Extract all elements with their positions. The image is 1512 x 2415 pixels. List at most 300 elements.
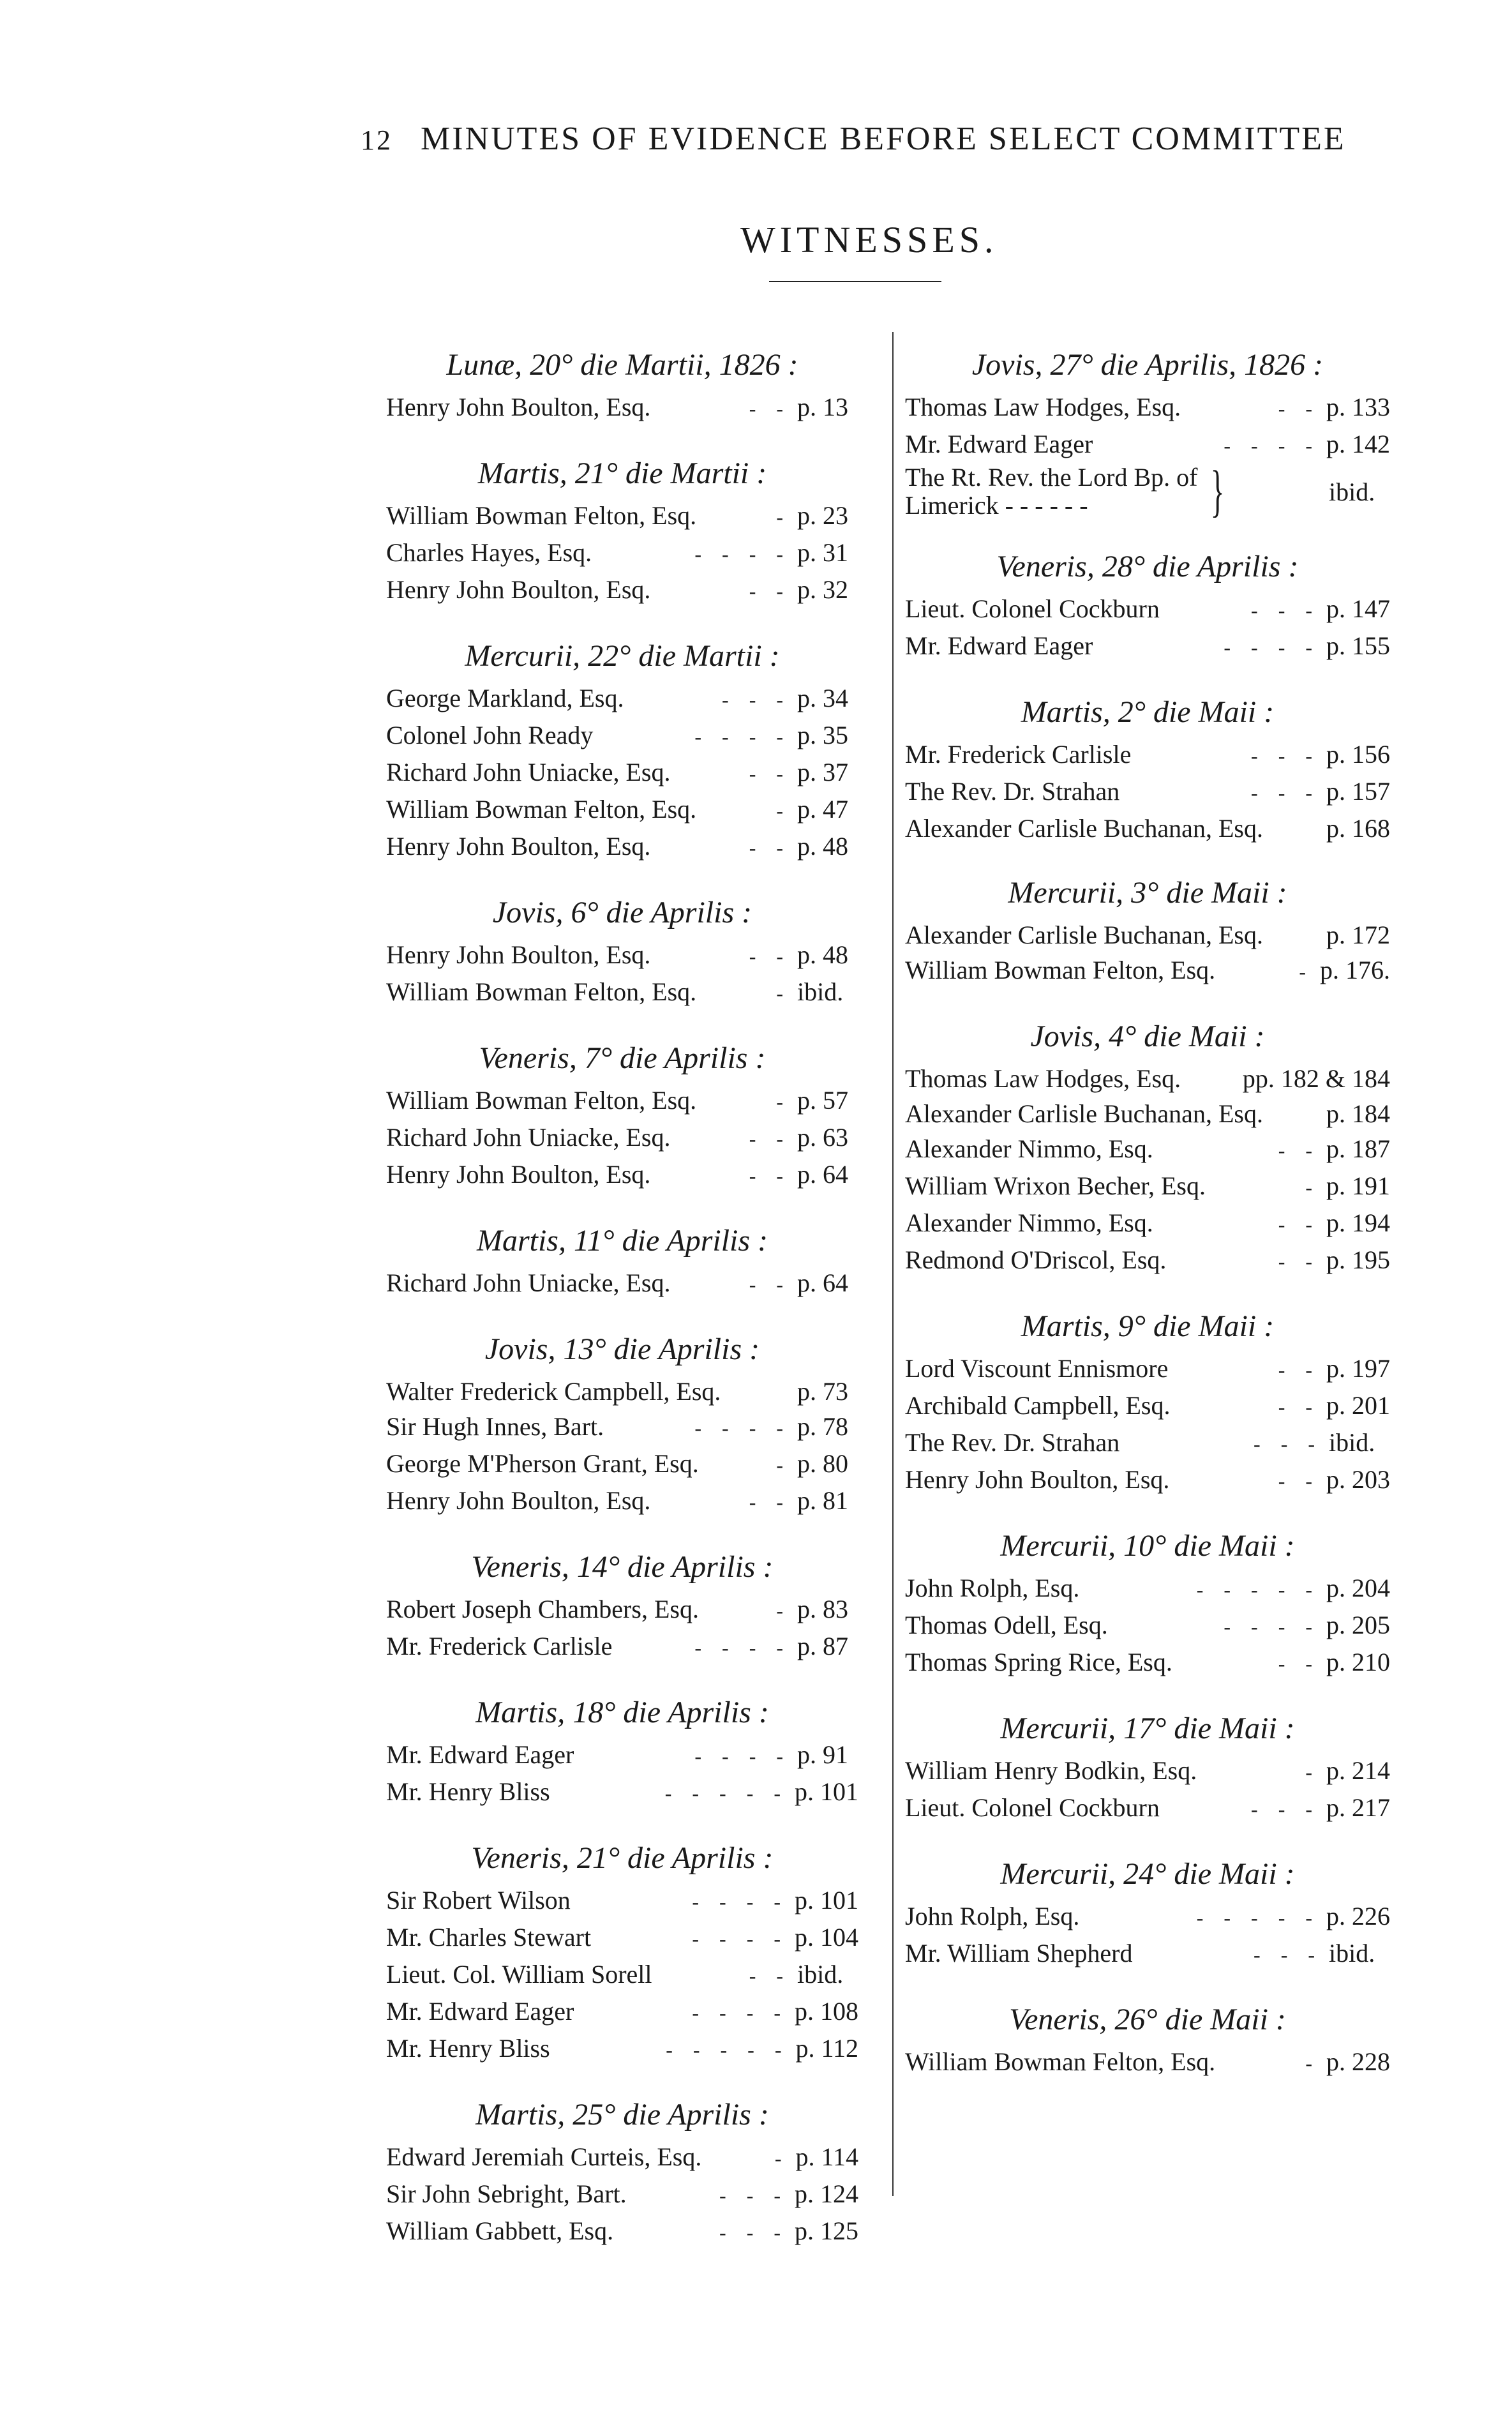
page-reference: p. 83 — [797, 1595, 848, 1623]
witness-entry — [386, 2176, 858, 2213]
sitting-day — [905, 1999, 1390, 2081]
dash-leader: - - — [749, 580, 791, 603]
page-reference: p. 31 — [797, 538, 848, 567]
witness-list — [386, 389, 858, 426]
dash-leader: - - — [1278, 1470, 1320, 1493]
dash-leader: - - - - — [694, 543, 791, 566]
dash-leader: - — [1305, 1761, 1320, 1784]
page-reference: p. 142 — [1326, 430, 1390, 458]
witness-list — [905, 917, 1390, 989]
witness-name: Sir John Sebright, Bart. — [386, 2179, 627, 2208]
dash-leader: - - - — [1254, 1433, 1322, 1456]
witness-list — [905, 1061, 1390, 1279]
sitting-day — [905, 692, 1390, 846]
dash-leader: - - - — [1251, 744, 1320, 767]
witness-list — [905, 389, 1390, 523]
brace-mark: } — [1211, 460, 1225, 523]
sitting-date: Veneris, 28° die Aprilis : — [996, 550, 1299, 583]
witness-entry — [905, 1936, 1390, 1973]
page-reference: p. 48 — [797, 940, 848, 969]
dash-leader: - - - — [1254, 1943, 1322, 1966]
witness-name: Mr. Edward Eager — [905, 430, 1093, 458]
witness-name-line: The Rt. Rev. the Lord Bp. of — [905, 463, 1198, 492]
dash-leader: - — [774, 2147, 790, 2170]
witness-entry — [386, 829, 858, 866]
page-reference: p. 112 — [795, 2034, 858, 2063]
dash-leader: - - - - — [694, 1636, 791, 1659]
page-reference: p. 35 — [797, 721, 848, 749]
witness-name: George Markland, Esq. — [386, 684, 624, 712]
witness-name: William Bowman Felton, Esq. — [386, 977, 697, 1006]
witness-name: Henry John Boulton, Esq. — [386, 1486, 651, 1515]
sitting-date: Mercurii, 24° die Maii : — [1000, 1857, 1295, 1891]
witness-name: Charles Hayes, Esq. — [386, 538, 592, 567]
dash-leader: - - - - - — [666, 2038, 790, 2061]
witness-list — [386, 1591, 858, 1666]
witness-name: Mr. Henry Bliss — [386, 1777, 550, 1806]
witness-entry — [905, 1205, 1390, 1242]
sitting-day — [386, 1547, 858, 1666]
witness-entry — [905, 1753, 1390, 1790]
sitting-date: Martis, 11° die Aprilis : — [476, 1224, 768, 1258]
page-reference: ibid. — [1329, 477, 1375, 506]
sitting-date: Mercurii, 22° die Martii : — [465, 639, 780, 673]
dash-leader: - — [1299, 960, 1314, 983]
dash-leader: - - — [749, 397, 791, 420]
witness-entry — [386, 718, 858, 755]
witness-list — [905, 1351, 1390, 1499]
witness-name: Mr. Frederick Carlisle — [905, 740, 1132, 769]
page-reference: p. 63 — [797, 1123, 848, 1152]
sitting-day — [386, 1329, 858, 1520]
page-number: 12 — [361, 124, 393, 156]
sitting-day — [905, 546, 1390, 665]
witness-name: Mr. William Shepherd — [905, 1939, 1133, 1967]
witness-entry — [905, 628, 1390, 665]
witness-entry — [386, 498, 858, 535]
dash-leader: - - — [749, 1964, 791, 1987]
dash-leader: - - - - — [1224, 636, 1320, 659]
sitting-day — [386, 1038, 858, 1194]
dash-leader: - - — [749, 945, 791, 968]
dash-leader: - - - - — [694, 1745, 791, 1768]
dash-leader: - - - - — [694, 1417, 791, 1440]
dash-leader: - - — [749, 1273, 791, 1296]
running-title: MINUTES OF EVIDENCE BEFORE SELECT COMMITTEE — [421, 121, 1346, 157]
sitting-day — [905, 1854, 1390, 1973]
witness-entry — [905, 1425, 1390, 1462]
page-reference: p. 101 — [795, 1777, 858, 1806]
dash-leader: - — [776, 799, 791, 822]
page-reference: pp. 182 & 184 — [1242, 1064, 1390, 1093]
page-reference: p. 108 — [795, 1997, 858, 2026]
witness-entry — [386, 2213, 858, 2250]
witness-entry — [386, 1883, 858, 1920]
page-reference: ibid. — [1329, 1428, 1375, 1457]
witness-entry — [905, 1570, 1390, 1607]
witness-entry — [386, 1374, 858, 1409]
dash-leader: - - - - — [692, 1890, 788, 1913]
witness-name: Alexander Carlisle Buchanan, Esq. — [905, 921, 1263, 949]
page-reference: p. 156 — [1326, 740, 1390, 769]
dash-leader: - - — [749, 1491, 791, 1514]
witness-name: Richard John Uniacke, Esq. — [386, 1268, 671, 1297]
dash-leader: - — [1305, 2052, 1320, 2075]
witness-name: William Bowman Felton, Esq. — [386, 1086, 697, 1115]
witness-list — [905, 737, 1390, 846]
dash-leader: - — [1305, 1176, 1320, 1199]
witness-name: George M'Pherson Grant, Esq. — [386, 1449, 699, 1478]
witness-list — [386, 1083, 858, 1194]
sitting-date: Veneris, 7° die Aprilis : — [479, 1041, 766, 1075]
page-reference: p. 124 — [795, 2179, 858, 2208]
witness-entry — [905, 737, 1390, 774]
page-reference: p. 125 — [795, 2216, 858, 2245]
dash-leader: - - - — [1251, 599, 1320, 622]
sitting-date: Jovis, 4° die Maii : — [1030, 1019, 1265, 1053]
witness-list — [386, 1737, 858, 1811]
sitting-day — [386, 636, 858, 866]
witness-name: William Henry Bodkin, Esq. — [905, 1756, 1197, 1785]
dash-leader: - - — [1278, 1139, 1320, 1162]
sitting-day — [905, 345, 1390, 523]
sitting-date: Veneris, 21° die Aprilis : — [471, 1841, 774, 1875]
witness-entry — [386, 1994, 858, 2031]
page-reference: p. 195 — [1326, 1245, 1390, 1274]
section-title: WITNESSES. — [740, 219, 998, 260]
page-reference: p. 57 — [797, 1086, 848, 1115]
page-reference: p. 81 — [797, 1486, 848, 1515]
witness-list — [905, 2044, 1390, 2081]
witness-name: William Gabbett, Esq. — [386, 2216, 614, 2245]
page-reference: p. 204 — [1326, 1574, 1390, 1602]
dash-leader: - — [776, 982, 791, 1005]
sitting-date: Mercurii, 10° die Maii : — [1000, 1529, 1295, 1563]
dash-leader: - - - — [719, 2184, 788, 2207]
witness-entry — [905, 1388, 1390, 1425]
page-reference: ibid. — [797, 977, 844, 1006]
sitting-day — [386, 1692, 858, 1811]
page-reference: p. 13 — [797, 393, 848, 421]
page-reference: p. 184 — [1326, 1099, 1390, 1128]
witness-name: John Rolph, Esq. — [905, 1574, 1080, 1602]
dash-leader: - - - — [1251, 781, 1320, 804]
page-reference: p. 203 — [1326, 1465, 1390, 1494]
page-reference: p. 101 — [795, 1886, 858, 1915]
witness-name: Mr. Edward Eager — [905, 631, 1093, 660]
dash-leader: - — [776, 1090, 791, 1113]
running-head — [361, 120, 1382, 158]
witness-entry — [386, 1265, 858, 1302]
dash-leader: - - — [749, 1127, 791, 1150]
page-reference: p. 37 — [797, 758, 848, 786]
witness-entry — [386, 1920, 858, 1957]
witness-entry — [386, 2031, 858, 2068]
witness-entry — [905, 1131, 1390, 1168]
witness-entry — [386, 937, 858, 974]
witness-name: Mr. Edward Eager — [386, 1740, 574, 1769]
witness-name: Edward Jeremiah Curteis, Esq. — [386, 2142, 702, 2171]
witness-name: Alexander Nimmo, Esq. — [905, 1208, 1153, 1237]
dash-leader: - - — [749, 762, 791, 785]
witness-entry — [905, 1096, 1390, 1131]
witness-entry — [386, 1957, 858, 1994]
page-reference: p. 64 — [797, 1268, 848, 1297]
witness-entry — [905, 1242, 1390, 1279]
dash-leader: - — [776, 1454, 791, 1477]
dash-leader: - - - - — [694, 725, 791, 748]
witness-list — [905, 1899, 1390, 1973]
page-reference: p. 87 — [797, 1632, 848, 1660]
witness-list — [386, 1265, 858, 1302]
witness-entry — [905, 2044, 1390, 2081]
witness-entry — [905, 1462, 1390, 1499]
sitting-date: Martis, 9° die Maii : — [1021, 1309, 1275, 1343]
witness-entry — [905, 591, 1390, 628]
dash-leader: - - - - — [1224, 434, 1320, 457]
sitting-date: Martis, 18° die Aprilis : — [475, 1696, 769, 1729]
sitting-date: Veneris, 14° die Aprilis : — [471, 1550, 774, 1584]
dash-leader: - — [776, 506, 791, 529]
witness-name: Walter Frederick Campbell, Esq. — [386, 1377, 721, 1406]
sitting-date: Mercurii, 3° die Maii : — [1008, 876, 1287, 910]
witness-name: Sir Robert Wilson — [386, 1886, 571, 1915]
witness-entry — [386, 1120, 858, 1157]
sitting-day — [905, 873, 1390, 989]
sitting-date: Jovis, 6° die Aprilis : — [492, 896, 752, 929]
witness-name: Thomas Law Hodges, Esq. — [905, 1064, 1181, 1093]
witness-name: Mr. Charles Stewart — [386, 1923, 592, 1952]
witness-name: William Bowman Felton, Esq. — [386, 795, 697, 824]
witness-name: Lieut. Colonel Cockburn — [905, 594, 1160, 623]
witness-list — [905, 1753, 1390, 1827]
dash-leader: - - - - — [692, 2001, 788, 2024]
sitting-date: Mercurii, 17° die Maii : — [1000, 1712, 1295, 1745]
witness-entry — [905, 426, 1390, 463]
witness-name: Henry John Boulton, Esq. — [386, 393, 651, 421]
witness-entry — [386, 2139, 858, 2176]
witness-name: John Rolph, Esq. — [905, 1902, 1080, 1930]
witness-name: Colonel John Ready — [386, 721, 594, 749]
page-reference: p. 48 — [797, 832, 848, 861]
witness-name: Lord Viscount Ennismore — [905, 1354, 1169, 1383]
witness-entry — [905, 1607, 1390, 1644]
witness-name: Alexander Nimmo, Esq. — [905, 1134, 1153, 1163]
sitting-day — [386, 1838, 858, 2068]
witness-entry — [386, 1409, 858, 1446]
witness-name: Richard John Uniacke, Esq. — [386, 758, 671, 786]
witness-entry — [386, 974, 858, 1011]
page-reference: p. 187 — [1326, 1134, 1390, 1163]
witness-entry — [905, 1644, 1390, 1681]
sitting-day — [386, 892, 858, 1011]
right-column — [905, 345, 1390, 2108]
witness-name: William Bowman Felton, Esq. — [386, 501, 697, 530]
page-reference: p. 210 — [1326, 1648, 1390, 1676]
page-reference: p. 78 — [797, 1412, 848, 1441]
witness-list — [386, 681, 858, 866]
sitting-date: Jovis, 27° die Aprilis, 1826 : — [971, 348, 1324, 382]
witness-entry — [905, 1168, 1390, 1205]
page-reference: p. 64 — [797, 1160, 848, 1189]
left-column — [386, 345, 858, 2277]
title-rule — [769, 281, 941, 282]
witness-entry — [386, 1483, 858, 1520]
sitting-date: Lunæ, 20° die Martii, 1826 : — [446, 348, 798, 382]
page-reference: p. 197 — [1326, 1354, 1390, 1383]
sitting-day — [386, 453, 858, 609]
page-reference: p. 168 — [1326, 814, 1390, 843]
witness-name: Mr. Henry Bliss — [386, 2034, 550, 2063]
page-reference: p. 157 — [1326, 777, 1390, 806]
page-reference: p. 205 — [1326, 1611, 1390, 1639]
witness-name: Lieut. Col. William Sorell — [386, 1960, 652, 1989]
sitting-date: Martis, 25° die Aprilis : — [475, 2098, 769, 2132]
witness-name-line: Limerick - - - - - - — [905, 491, 1088, 520]
page-reference: p. 91 — [797, 1740, 848, 1769]
witness-name: The Rev. Dr. Strahan — [905, 1428, 1120, 1457]
witness-list — [386, 498, 858, 609]
dash-leader: - - - — [1251, 1798, 1320, 1821]
witness-entry — [386, 1157, 858, 1194]
page-reference: p. 191 — [1326, 1171, 1390, 1200]
page-reference: p. 133 — [1326, 393, 1390, 421]
dash-leader: - - — [1278, 1396, 1320, 1418]
witness-name: William Bowman Felton, Esq. — [905, 956, 1216, 984]
page-reference: p. 34 — [797, 684, 848, 712]
witness-name: Henry John Boulton, Esq. — [386, 1160, 651, 1189]
page-reference: p. 228 — [1326, 2047, 1390, 2076]
witness-name: Redmond O'Driscol, Esq. — [905, 1245, 1167, 1274]
dash-leader: - - — [1278, 1358, 1320, 1381]
sitting-day — [386, 1221, 858, 1302]
dash-leader: - - - - - — [664, 1782, 788, 1805]
witness-entry — [386, 535, 858, 572]
sitting-date: Jovis, 13° die Aprilis : — [484, 1332, 760, 1366]
page-reference: p. 226 — [1326, 1902, 1390, 1930]
witness-entry — [386, 1446, 858, 1483]
page-reference: p. 172 — [1326, 921, 1390, 949]
witness-entry — [386, 1629, 858, 1666]
dash-leader: - - — [1278, 1250, 1320, 1273]
witness-entry — [905, 917, 1390, 952]
witness-name: Thomas Spring Rice, Esq. — [905, 1648, 1172, 1676]
witness-list — [386, 937, 858, 1011]
sitting-day — [386, 2095, 858, 2250]
page-reference: ibid. — [797, 1960, 844, 1989]
witness-entry — [905, 1899, 1390, 1936]
page-reference: p. 104 — [795, 1923, 858, 1952]
witness-name: Alexander Carlisle Buchanan, Esq. — [905, 814, 1263, 843]
dash-leader: - - - — [719, 2221, 788, 2244]
witness-entry — [905, 1790, 1390, 1827]
witness-name: Archibald Campbell, Esq. — [905, 1391, 1171, 1420]
witness-entry — [386, 389, 858, 426]
sitting-date: Martis, 2° die Maii : — [1021, 695, 1275, 729]
dash-leader: - - - — [722, 688, 791, 711]
page-reference: p. 32 — [797, 575, 848, 604]
dash-leader: - - — [1278, 1652, 1320, 1675]
sitting-day — [905, 1016, 1390, 1279]
page-reference: p. 73 — [797, 1377, 848, 1406]
witness-entry — [386, 572, 858, 609]
sitting-date: Martis, 21° die Martii : — [477, 456, 767, 490]
page-reference: p. 23 — [797, 501, 848, 530]
sitting-day — [905, 1708, 1390, 1827]
witness-entry — [905, 1061, 1390, 1096]
page-reference: p. 201 — [1326, 1391, 1390, 1420]
page-reference: p. 217 — [1326, 1793, 1390, 1822]
witness-entry — [905, 952, 1390, 989]
dash-leader: - - - - - — [1196, 1906, 1320, 1929]
page-reference: p. 214 — [1326, 1756, 1390, 1785]
witness-list — [386, 1374, 858, 1520]
page-reference: p. 194 — [1326, 1208, 1390, 1237]
witness-entry — [386, 1774, 858, 1811]
witness-name: Alexander Carlisle Buchanan, Esq. — [905, 1099, 1263, 1128]
dash-leader: - - — [749, 1164, 791, 1187]
witness-list — [905, 591, 1390, 665]
witness-name: William Wrixon Becher, Esq. — [905, 1171, 1206, 1200]
witness-entry — [386, 755, 858, 792]
witness-name: Thomas Law Hodges, Esq. — [905, 393, 1181, 421]
witness-list — [386, 2139, 858, 2250]
dash-leader: - — [776, 1599, 791, 1622]
dash-leader: - - — [749, 836, 791, 859]
page-reference: p. 147 — [1326, 594, 1390, 623]
witness-name: Henry John Boulton, Esq. — [905, 1465, 1170, 1494]
witness-name: William Bowman Felton, Esq. — [905, 2047, 1216, 2076]
witness-entry — [905, 389, 1390, 426]
page-reference: p. 114 — [795, 2142, 858, 2171]
witness-name: Henry John Boulton, Esq. — [386, 832, 651, 861]
witness-entry — [905, 1351, 1390, 1388]
witness-name: Lieut. Colonel Cockburn — [905, 1793, 1160, 1822]
page-reference: p. 155 — [1326, 631, 1390, 660]
sitting-day — [905, 1526, 1390, 1681]
column-divider — [892, 332, 894, 2196]
witness-entry — [386, 1083, 858, 1120]
dash-leader: - - — [1278, 1213, 1320, 1236]
witness-entry — [386, 1591, 858, 1629]
witness-name: Sir Hugh Innes, Bart. — [386, 1412, 604, 1441]
witness-name: Robert Joseph Chambers, Esq. — [386, 1595, 699, 1623]
dash-leader: - - - - - — [1196, 1578, 1320, 1601]
witness-name: Henry John Boulton, Esq. — [386, 940, 651, 969]
witness-entry — [386, 1737, 858, 1774]
sitting-day — [905, 1306, 1390, 1499]
sitting-date: Veneris, 26° die Maii : — [1009, 2003, 1286, 2036]
witness-name: The Rev. Dr. Strahan — [905, 777, 1120, 806]
page-reference: ibid. — [1329, 1939, 1375, 1967]
witness-entry — [386, 792, 858, 829]
witness-name: Mr. Frederick Carlisle — [386, 1632, 613, 1660]
witness-entry — [905, 811, 1390, 846]
witness-name: Richard John Uniacke, Esq. — [386, 1123, 671, 1152]
witness-entry — [905, 460, 1390, 523]
page-reference: p. 80 — [797, 1449, 848, 1478]
sitting-day — [386, 345, 858, 426]
witness-entry — [386, 681, 858, 718]
page-reference: p. 47 — [797, 795, 848, 824]
witness-list — [905, 1570, 1390, 1681]
page-reference: p. 176. — [1320, 956, 1390, 984]
witness-name: Thomas Odell, Esq. — [905, 1611, 1108, 1639]
witness-name: Mr. Edward Eager — [386, 1997, 574, 2026]
dash-leader: - - - - — [1224, 1615, 1320, 1638]
witness-name: Henry John Boulton, Esq. — [386, 575, 651, 604]
dash-leader: - - - - — [692, 1927, 788, 1950]
